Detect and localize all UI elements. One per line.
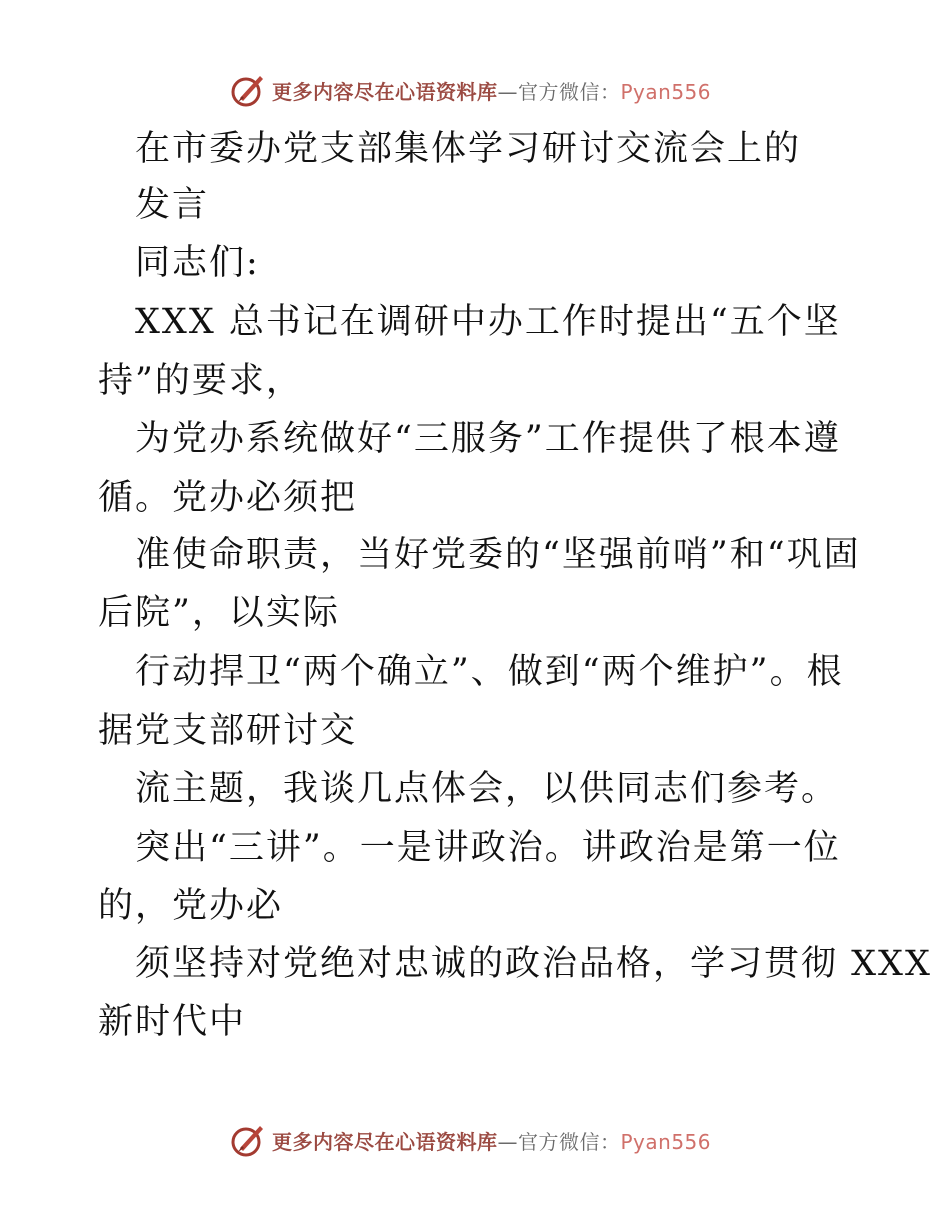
paragraph-line: 新时代中	[98, 1002, 247, 1042]
paragraph-line: 为党办系统做好“三服务”工作提供了根本遵	[135, 419, 841, 459]
paragraph-line: 流主题，我谈几点体会，以供同志们参考。	[135, 769, 839, 809]
paragraph-line: 须坚持对党绝对忠诚的政治品格，学习贯彻 XXX	[135, 944, 932, 984]
paragraph-line: XXX 总书记在调研中办工作时提出“五个坚	[135, 302, 841, 342]
watermark-banner-top	[230, 70, 720, 110]
watermark-text: 更多内容尽在心语资料库—官方微信：Pyan556	[272, 79, 712, 104]
quill-logo-icon	[230, 1122, 266, 1158]
watermark-banner-bottom	[230, 1120, 720, 1160]
title-line-2: 发言	[135, 185, 210, 225]
quill-logo-icon	[230, 72, 266, 108]
paragraph-line: 行动捍卫“两个确立”、做到“两个维护”。根	[135, 652, 844, 692]
watermark-text: 更多内容尽在心语资料库—官方微信：Pyan556	[272, 1129, 712, 1154]
paragraph-line: 的，党办必	[98, 886, 284, 926]
title-line-1: 在市委办党支部集体学习研讨交流会上的	[135, 129, 802, 169]
salutation: 同志们:	[135, 243, 260, 283]
paragraph-line: 后院”，以实际	[98, 593, 340, 633]
paragraph-line: 循。党办必须把	[98, 478, 358, 518]
paragraph-line: 据党支部研讨交	[98, 711, 358, 751]
paragraph-line: 突出“三讲”。一是讲政治。讲政治是第一位	[135, 828, 841, 868]
paragraph-line: 持”的要求，	[98, 361, 303, 401]
paragraph-line: 准使命职责，当好党委的“坚强前哨”和“巩固	[135, 535, 861, 575]
